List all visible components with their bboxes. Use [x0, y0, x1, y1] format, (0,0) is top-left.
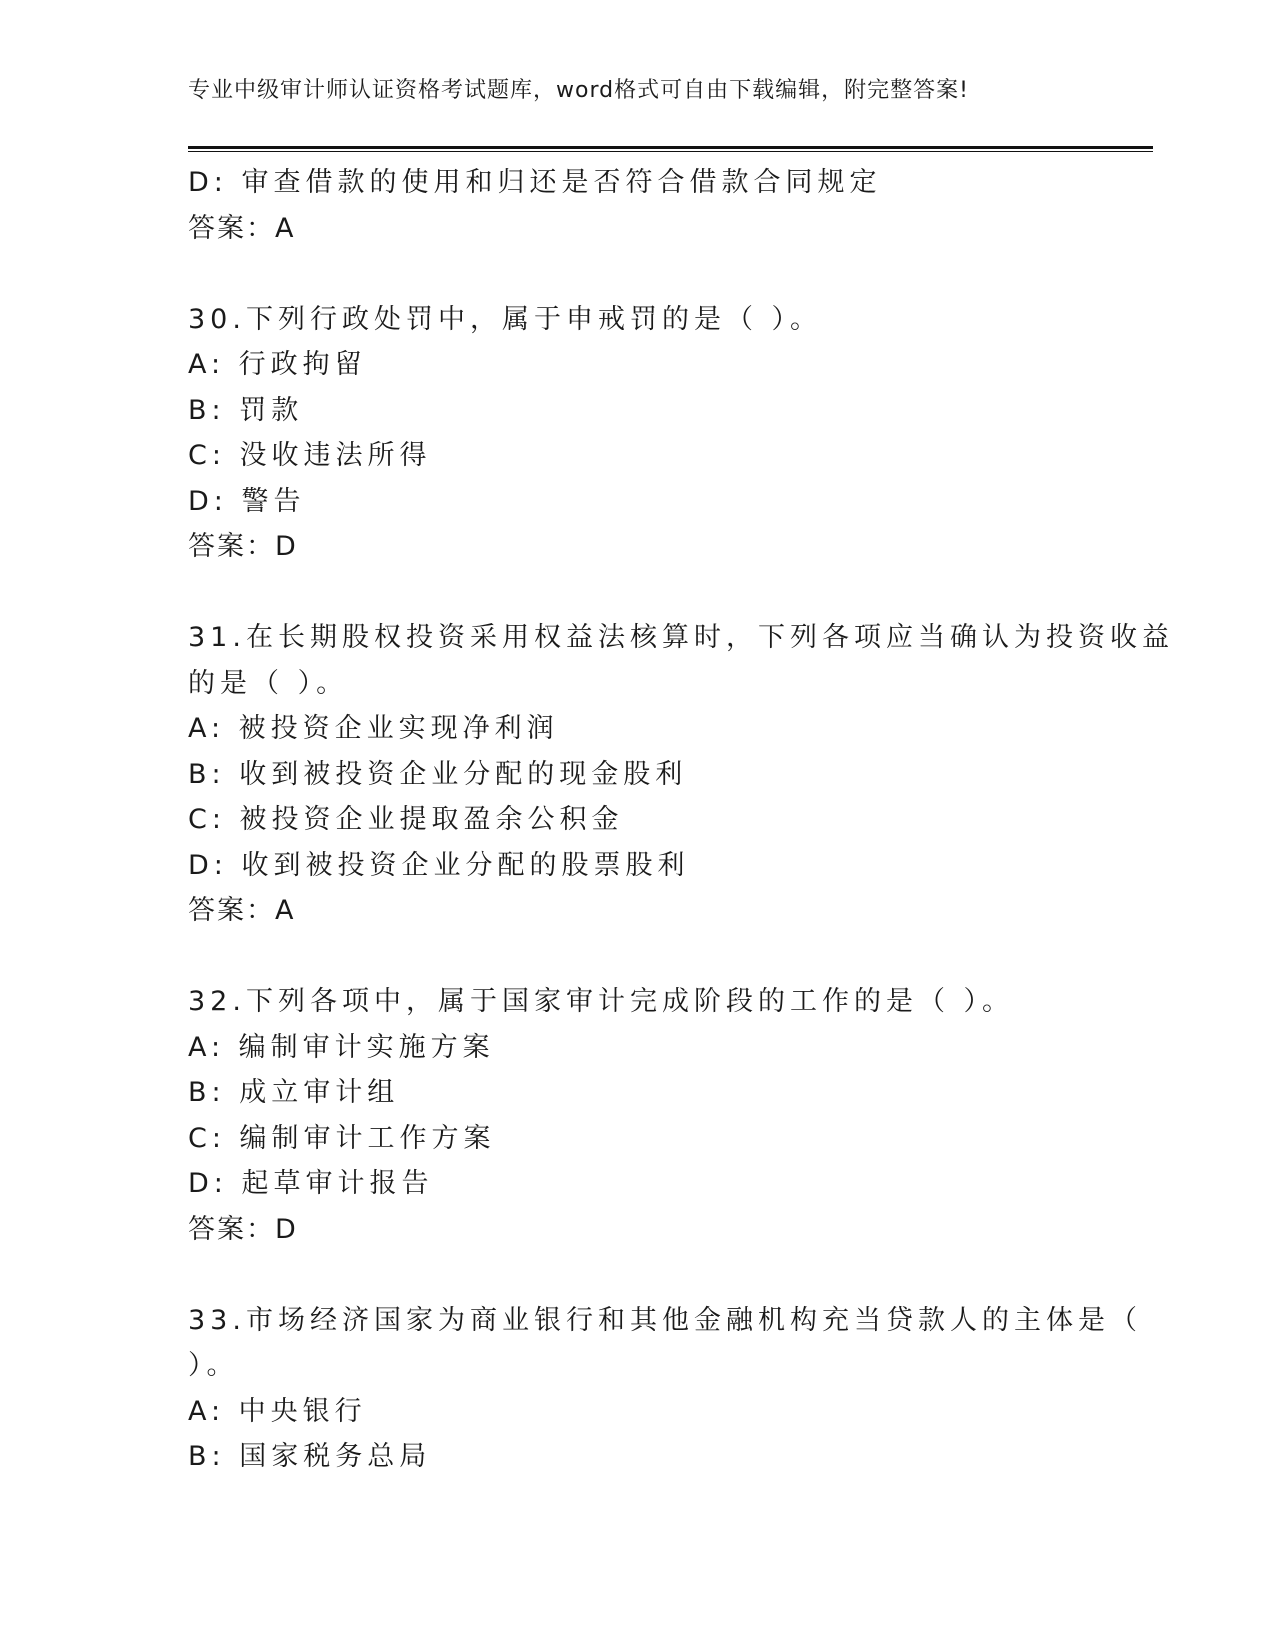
spacer: [188, 934, 1108, 980]
question-stem-continued: 的是（ ）。: [188, 667, 349, 699]
header-rule-thick: [188, 146, 1153, 149]
header-rule-thin: [188, 151, 1153, 152]
option-a: A: 中央银行: [188, 1395, 367, 1427]
option-a: A: 编制审计实施方案: [188, 1031, 495, 1063]
question-stem: 30.下列行政处罚中，属于申戒罚的是（ ）。: [188, 303, 823, 335]
question-stem: 33.市场经济国家为商业银行和其他金融机构充当贷款人的主体是（: [188, 1304, 1142, 1336]
option-d: D: 起草审计报告: [188, 1168, 434, 1199]
option-c: C: 被投资企业提取盈余公积金: [188, 804, 624, 835]
option-b: B: 收到被投资企业分配的现金股利: [188, 758, 688, 790]
answer-line: 答案：A: [188, 895, 296, 926]
question-stem-continued: ）。: [188, 1350, 239, 1381]
option-b: B: 罚款: [188, 394, 304, 426]
question-stem: 31.在长期股权投资采用权益法核算时，下列各项应当确认为投资收益: [188, 622, 1174, 653]
spacer: [188, 1252, 1108, 1298]
question-content: [188, 160, 1174, 1480]
spacer: [188, 570, 1108, 616]
option-b: B: 成立审计组: [188, 1077, 400, 1108]
spacer: [188, 251, 1108, 297]
answer-line: 答案：D: [188, 1213, 298, 1245]
page-header: 专业中级审计师认证资格考试题库，word格式可自由下载编辑，附完整答案!: [188, 78, 969, 103]
option-a: A: 被投资企业实现净利润: [188, 713, 559, 744]
option-d: D: 警告: [188, 485, 306, 517]
option-a: A: 行政拘留: [188, 349, 367, 380]
option-c: C: 编制审计工作方案: [188, 1122, 496, 1154]
option-c: C: 没收违法所得: [188, 440, 432, 471]
answer-line: 答案：D: [188, 531, 298, 562]
option-b: B: 国家税务总局: [188, 1441, 432, 1472]
answer-line: 答案：A: [188, 212, 296, 244]
question-stem: 32.下列各项中，属于国家审计完成阶段的工作的是（ ）。: [188, 986, 1015, 1017]
option-d: D: 收到被投资企业分配的股票股利: [188, 849, 690, 881]
option-d: D: 审查借款的使用和归还是否符合借款合同规定: [188, 167, 882, 198]
